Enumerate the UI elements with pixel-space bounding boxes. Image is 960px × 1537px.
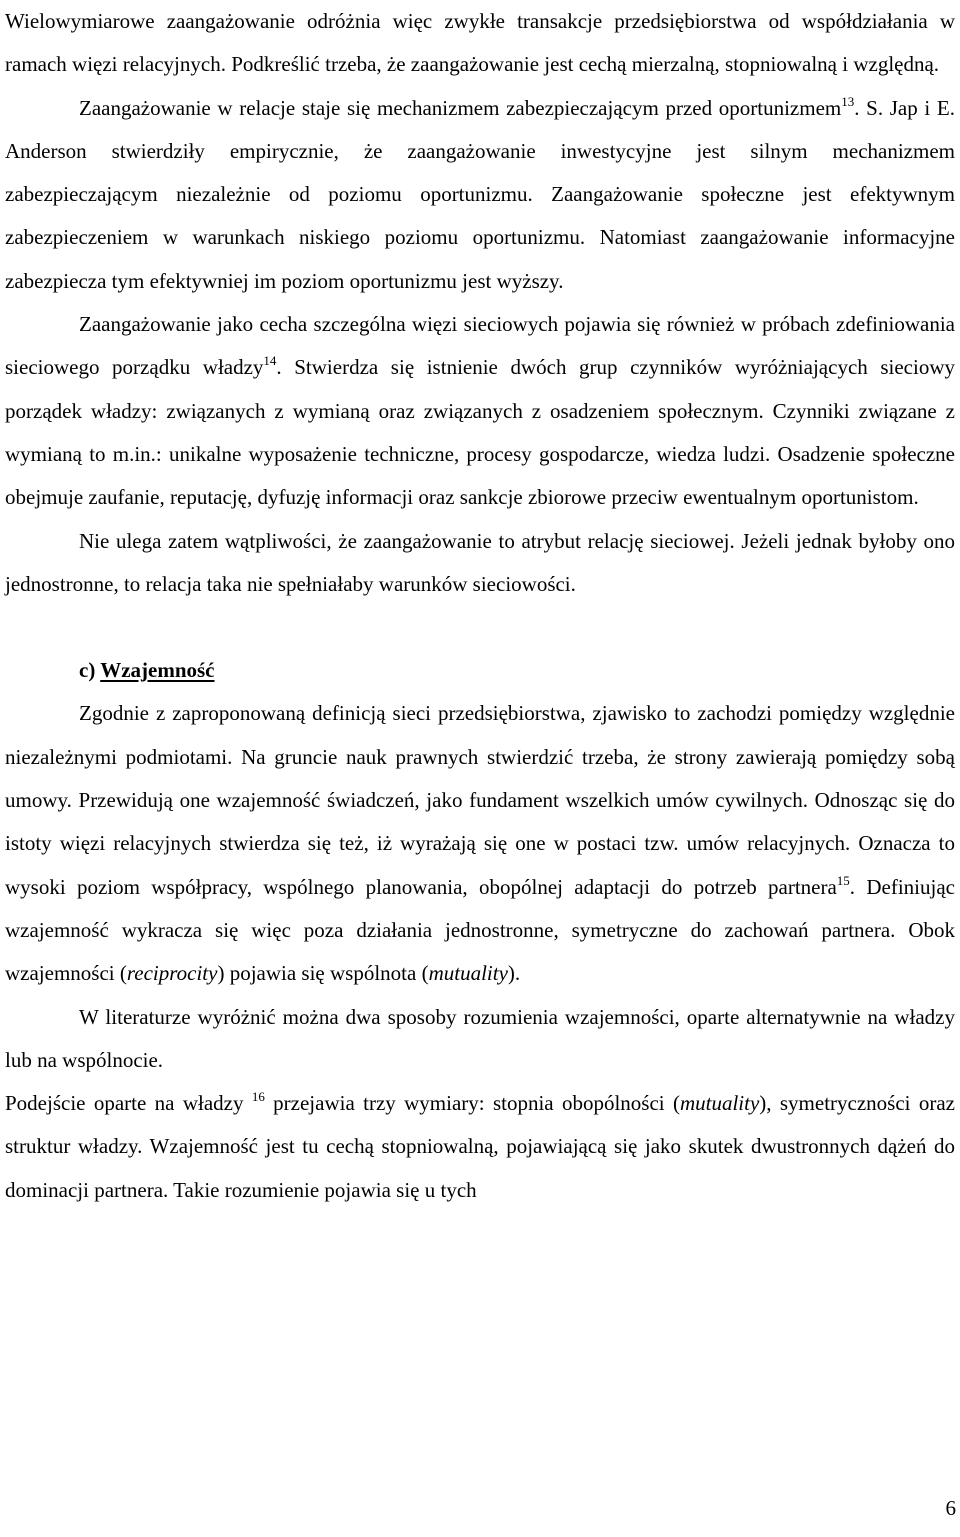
text-run: ). xyxy=(507,961,521,986)
footnote-ref-13[interactable]: 13 xyxy=(841,93,855,109)
footnote-ref-14[interactable]: 14 xyxy=(263,353,277,369)
text-run: Zaangażowanie jako cecha szczególna więzi sieciowych pojawia się również w próbach zdefiniowania sieciowego porządku władzy xyxy=(5,312,955,380)
paragraph-3 xyxy=(5,303,955,519)
text-run: przejawia trzy wymiary: stopnia obopólności ( xyxy=(264,1091,680,1116)
page-number: 6 xyxy=(945,1496,956,1520)
paragraph-2 xyxy=(5,87,955,303)
text-run: Wielowymiarowe zaangażowanie odróżnia więc zwykłe transakcje przedsiębiorstwa od współdziałania w ramach więzi relacyjnych. Podkreślić trzeba, że zaangażowanie jest cechą mierzalną, stopniowalną i względną. xyxy=(5,9,955,77)
text-run: Zgodnie z zaproponowaną definicją sieci przedsiębiorstwa, zjawisko to zachodzi pomiędzy względnie niezależnymi podmiotami. Na gruncie nauk prawnych stwierdzić trzeba, że strony zawierają pomiędzy sobą umowy. Przewidują one wzajemność świadczeń, jako fundament wszelkich umów cywilnych. Odnosząc się do istoty więzi relacyjnych stwierdza się też, iż wyrażają się one w postaci tzw. umów relacyjnych. Oznacza to wysoki poziom współpracy, wspólnego planowania, obopólnej adaptacji do potrzeb partnera xyxy=(5,701,955,899)
text-run: ) pojawia się wspólnota ( xyxy=(217,961,429,986)
section-heading xyxy=(5,649,955,692)
section-gap xyxy=(5,606,955,649)
text-run: . Definiując wzajemność wykracza się więc poza działania jednostronne, symetryczne do zachowań partnera. Obok wzajemności ( xyxy=(5,874,955,986)
paragraph-1 xyxy=(5,0,955,87)
term-mutuality: mutuality xyxy=(679,1091,760,1116)
footnote-ref-16[interactable]: 16 xyxy=(251,1089,265,1105)
term-mutuality: mutuality xyxy=(428,961,508,986)
footnote-ref-15[interactable]: 15 xyxy=(836,872,850,888)
heading-title: Wzajemność xyxy=(100,658,215,683)
paragraph-4 xyxy=(5,520,955,607)
term-reciprocity: reciprocity xyxy=(126,961,218,986)
text-run: Nie ulega zatem wątpliwości, że zaangażowanie to atrybut relację sieciowej. Jeżeli jednak byłoby ono jednostronne, to relacja taka nie spełniałaby warunków sieciowości. xyxy=(5,528,955,596)
text-run: . S. Jap i E. Anderson stwierdziły empirycznie, że zaangażowanie inwestycyjne jest silnym mechanizmem zabezpieczającym niezależnie od poziomu oportunizmu. Zaangażowanie społeczne jest efektywnym zabezpieczeniem w warunkach niskiego poziomu oportunizmu. Natomiast zaangażowanie informacyjne zabezpiecza tym efektywniej im poziom oportunizmu jest wyższy. xyxy=(5,95,955,293)
text-run: W literaturze wyróżnić można dwa sposoby rozumienia wzajemności, oparte alternatywnie na władzy lub na wspólnocie. xyxy=(5,1004,955,1072)
text-run: . Stwierdza się istnienie dwóch grup czynników wyróżniających sieciowy porządek władzy: związanych z wymianą oraz związanych z osadzeniem społecznym. Czynniki związane z wymianą to m.in.: unikalne wyposażenie techniczne, procesy gospodarcze, wiedza ludzi. Osadzenie społeczne obejmuje zaufanie, reputację, dyfuzję informacji oraz sankcje zbiorowe przeciw ewentualnym oportunistom. xyxy=(5,355,955,510)
page-body xyxy=(5,0,955,1212)
paragraph-7 xyxy=(5,1082,955,1212)
text-run: Podejście oparte na władzy xyxy=(5,1091,252,1116)
heading-prefix: c) xyxy=(79,658,101,683)
text-run: ), symetryczności oraz struktur władzy. Wzajemność jest tu cechą stopniowalną, pojawiającą się jako skutek dwustronnych dążeń do dominacji partnera. Takie rozumienie pojawia się u tych xyxy=(5,1091,955,1202)
paragraph-6 xyxy=(5,996,955,1083)
paragraph-5 xyxy=(5,692,955,995)
text-run: Zaangażowanie w relacje staje się mechanizmem zabezpieczającym przed oportunizmem xyxy=(79,95,842,120)
